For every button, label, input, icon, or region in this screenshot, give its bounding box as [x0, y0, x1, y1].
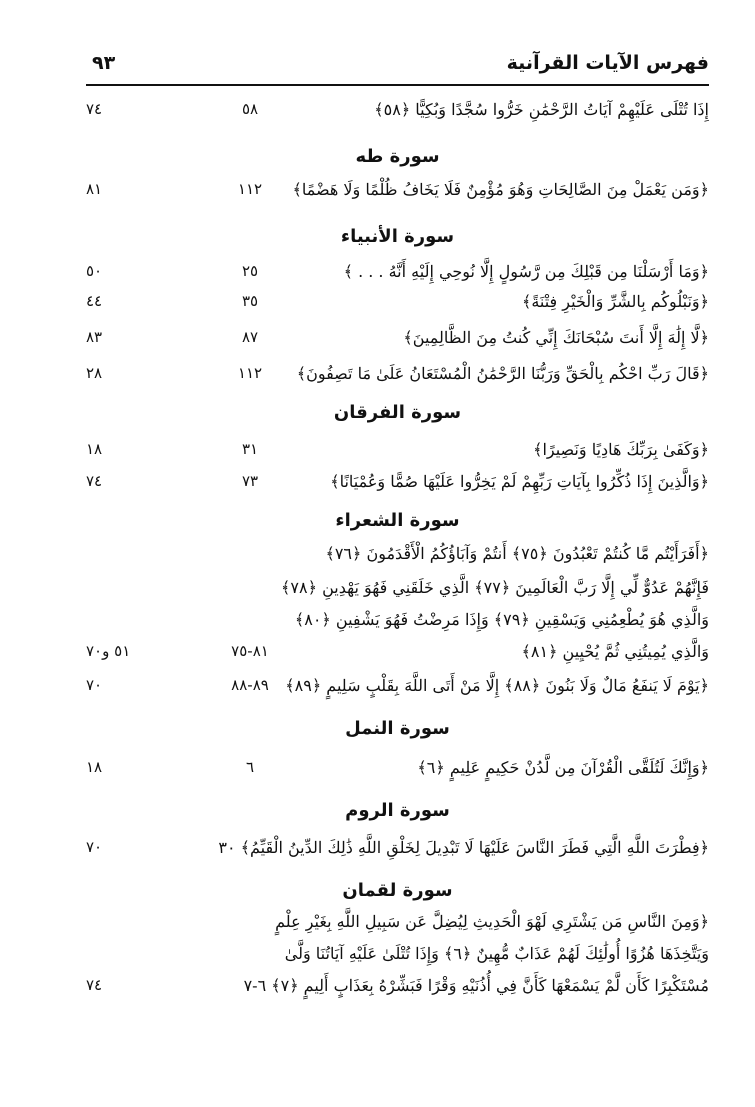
verse-row — [86, 364, 709, 394]
ayah-number: ٨٩-٨٨ — [231, 676, 269, 694]
verse-text: وَالَّذِي يُمِيتُنِي ثُمَّ يُحْيِينِ ﴿٨١﴾ — [521, 642, 709, 661]
surah-heading: سورة طه — [355, 146, 440, 167]
ayah-number: ٢٥ — [241, 262, 259, 280]
page-reference: ٧٠ — [86, 676, 103, 694]
verse-text: ﴿وَمِنَ النَّاسِ مَن يَشْتَرِي لَهْوَ الْحَدِيثِ لِيُضِلَّ عَن سَبِيلِ اللَّهِ بِغَيْرِ عِلْمٍ — [275, 912, 709, 931]
surah-heading: سورة لقمان — [342, 880, 453, 901]
verse-row — [86, 976, 709, 1006]
verse-text: ﴿أَفَرَأَيْتُم مَّا كُنتُمْ تَعْبُدُونَ ﴿٧٥﴾ أَنتُمْ وَآبَاؤُكُمُ الْأَقْدَمُونَ ﴿٧٦﴾ — [325, 544, 709, 563]
verse-text: وَالَّذِي هُوَ يُطْعِمُنِي وَيَسْقِينِ ﴿٧٩﴾ وَإِذَا مَرِضْتُ فَهُوَ يَشْفِينِ ﴿٨٠﴾ — [294, 610, 709, 629]
page-reference: ٤٤ — [86, 292, 103, 310]
verse-row — [86, 610, 709, 640]
verse-row — [86, 944, 709, 974]
verse-text: ﴿وَكَفَىٰ بِرَبِّكَ هَادِيًا وَنَصِيرًا﴾ — [533, 440, 709, 459]
page-reference: ١٨ — [86, 758, 103, 776]
page-reference: ٨٣ — [86, 328, 103, 346]
surah-heading: سورة الشعراء — [335, 510, 460, 531]
verse-text: وَيَتَّخِذَهَا هُزُوًا أُولَٰئِكَ لَهُمْ عَذَابٌ مُّهِينٌ ﴿٦﴾ وَإِذَا تُتْلَىٰ عَلَيْهِ آيَاتُنَا وَلَّىٰ — [284, 944, 709, 963]
page-reference: ٨١ — [86, 180, 103, 198]
ayah-number: ٨١-٧٥ — [231, 642, 269, 660]
page-reference: ٧٤ — [86, 100, 103, 118]
ayah-number: ١١٢ — [237, 180, 263, 198]
verse-row — [86, 262, 709, 292]
verse-text: ﴿لَّا إِلَٰهَ إِلَّا أَنتَ سُبْحَانَكَ إِنِّي كُنتُ مِنَ الظَّالِمِينَ﴾ — [403, 328, 709, 347]
verse-row — [86, 472, 709, 502]
verse-row — [86, 180, 709, 210]
verse-row — [86, 676, 709, 706]
verse-row — [86, 440, 709, 470]
verse-text: ﴿وَمَن يَعْمَلْ مِنَ الصَّالِحَاتِ وَهُوَ مُؤْمِنٌ فَلَا يَخَافُ ظُلْمًا وَلَا هَضْمًا﴾ — [292, 180, 709, 199]
verse-text: ﴿فِطْرَتَ اللَّهِ الَّتِي فَطَرَ النَّاسَ عَلَيْهَا لَا تَبْدِيلَ لِخَلْقِ اللَّهِ ذَٰلِكَ الدِّينُ الْقَيِّمُ﴾ ٣٠ — [218, 838, 709, 857]
verse-text: ﴿قَالَ رَبِّ احْكُم بِالْحَقِّ وَرَبُّنَا الرَّحْمَٰنُ الْمُسْتَعَانُ عَلَىٰ مَا تَصِفُونَ﴾ — [296, 364, 709, 383]
ayah-number: ٦ — [245, 758, 255, 776]
page-reference: ٢٨ — [86, 364, 103, 382]
surah-heading: سورة النمل — [345, 718, 450, 739]
page-reference: ٧٤ — [86, 976, 103, 994]
verse-text: ﴿وَمَا أَرْسَلْنَا مِن قَبْلِكَ مِن رَّسُولٍ إِلَّا نُوحِي إِلَيْهِ أَنَّهُ . . . ﴾ — [343, 262, 709, 281]
surah-heading: سورة الفرقان — [333, 402, 462, 423]
verse-row — [86, 838, 709, 868]
ayah-number: ٧٣ — [241, 472, 259, 490]
page-number: ٩٣ — [92, 52, 116, 74]
page-header — [86, 52, 709, 82]
page-reference: ٥١ و٧٠ — [86, 642, 131, 660]
verse-row — [86, 758, 709, 788]
verse-text: ﴿وَإِنَّكَ لَتُلَقَّى الْقُرْآنَ مِن لَّدُنْ حَكِيمٍ عَلِيمٍ ﴿٦﴾ — [417, 758, 709, 777]
ayah-number: ٥٨ — [241, 100, 259, 118]
ayah-number: ٨٧ — [241, 328, 259, 346]
verse-text: إِذَا تُتْلَى عَلَيْهِمْ آيَاتُ الرَّحْمَٰنِ خَرُّوا سُجَّدًا وَبُكِيًّا ﴿٥٨﴾ — [374, 100, 709, 119]
verse-text: مُسْتَكْبِرًا كَأَن لَّمْ يَسْمَعْهَا كَأَنَّ فِي أُذُنَيْهِ وَقْرًا فَبَشِّرْهُ بِعَذَابٍ أَلِيمٍ ﴿٧﴾ ٦-٧ — [243, 976, 709, 995]
verse-text: ﴿وَنَبْلُوكُم بِالشَّرِّ وَالْخَيْرِ فِتْنَةً﴾ — [521, 292, 709, 311]
verse-row — [86, 912, 709, 942]
surah-heading: سورة الأنبياء — [340, 226, 455, 247]
running-title: فهرس الآيات القرآنية — [506, 52, 709, 74]
header-rule — [86, 84, 709, 86]
verse-row — [86, 642, 709, 672]
page-reference: ٥٠ — [86, 262, 103, 280]
ayah-number: ٣٥ — [241, 292, 259, 310]
ayah-number: ١١٢ — [237, 364, 263, 382]
verse-text: ﴿يَوْمَ لَا يَنفَعُ مَالٌ وَلَا بَنُونَ ﴿٨٨﴾ إِلَّا مَنْ أَتَى اللَّهَ بِقَلْبٍ سَلِيمٍ ﴿٨٩﴾ — [285, 676, 709, 695]
page-reference: ١٨ — [86, 440, 103, 458]
page-reference: ٧٤ — [86, 472, 103, 490]
page-reference: ٧٠ — [86, 838, 103, 856]
verse-text: ﴿وَالَّذِينَ إِذَا ذُكِّرُوا بِآيَاتِ رَبِّهِمْ لَمْ يَخِرُّوا عَلَيْهَا صُمًّا وَعُمْيَانًا﴾ — [330, 472, 709, 491]
verse-row — [86, 328, 709, 358]
ayah-number: ٣١ — [241, 440, 259, 458]
verse-row — [86, 292, 709, 322]
verse-row — [86, 100, 709, 130]
surah-heading: سورة الروم — [345, 800, 450, 821]
verse-text: فَإِنَّهُمْ عَدُوٌّ لِّي إِلَّا رَبَّ الْعَالَمِينَ ﴿٧٧﴾ الَّذِي خَلَقَنِي فَهُوَ يَهْدِينِ ﴿٧٨﴾ — [281, 578, 709, 597]
verse-row — [86, 544, 709, 574]
verse-row — [86, 578, 709, 608]
